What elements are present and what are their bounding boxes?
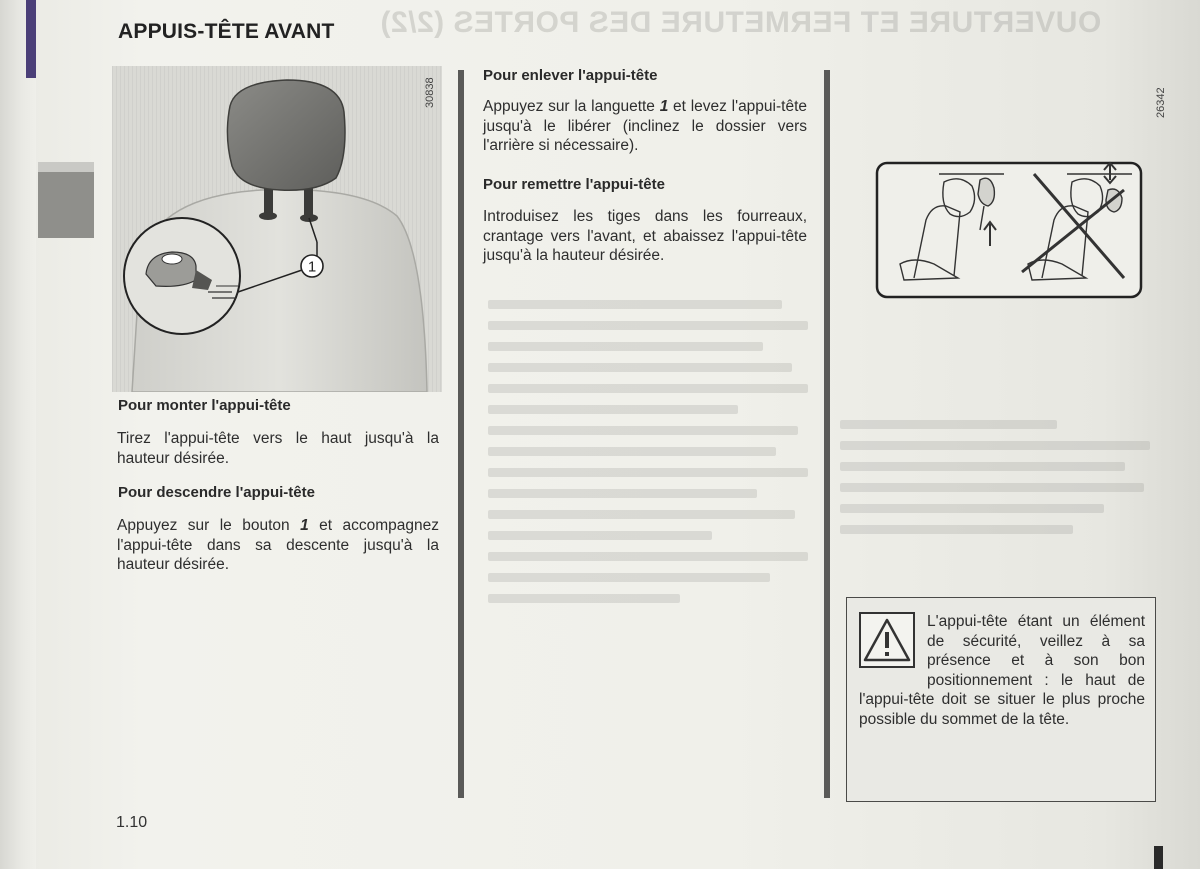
callout-1-label: 1 xyxy=(307,258,317,276)
heading-enlever: Pour enlever l'appui-tête xyxy=(483,67,658,84)
headrest-position-illustration xyxy=(874,160,1144,300)
page-title: APPUIS-TÊTE AVANT xyxy=(118,20,335,43)
text-descendre: Appuyez sur le bouton 1 et accompagnez l'appui-tête dans sa descente jusqu'à la hauteur désirée. xyxy=(117,517,439,573)
text-monter: Tirez l'appui-tête vers le haut jusqu'à la hauteur désirée. xyxy=(117,430,439,467)
ref-1: 1 xyxy=(300,517,309,534)
chapter-marker xyxy=(38,172,94,238)
headrest-shape xyxy=(227,80,345,190)
figure-number-left: 30838 xyxy=(424,77,436,108)
text-enlever: Appuyez sur la languette 1 et levez l'appui-tête jusqu'à le libérer (inclinez le dossier vers l'arrière si nécessaire). xyxy=(483,98,808,154)
page-binding-edge xyxy=(0,0,36,869)
column-separator-2 xyxy=(824,70,830,798)
bleed-through-title: OUVERTURE ET FERMETURE DES PORTES (2/2) xyxy=(380,6,1102,39)
ref-1-enlever: 1 xyxy=(659,98,669,115)
chapter-color-tab xyxy=(26,0,36,78)
warning-text: L'appui-tête étant un élément de sécurité, veillez à sa présence et à son bon positionnement : le haut de l'appui-tête doit se situer le plus proche possible du sommet de la tête. xyxy=(859,613,1145,728)
chapter-marker-light xyxy=(38,162,94,172)
heading-monter: Pour monter l'appui-tête xyxy=(118,397,291,414)
column-separator-1 xyxy=(458,70,464,798)
page-number: 1.10 xyxy=(116,814,148,831)
headrest-illustration xyxy=(112,66,442,392)
edge-marker xyxy=(1154,846,1163,869)
heading-remettre: Pour remettre l'appui-tête xyxy=(483,176,665,193)
figure-number-right: 26342 xyxy=(1155,87,1167,118)
heading-descendre: Pour descendre l'appui-tête xyxy=(118,484,315,501)
text-remettre: Introduisez les tiges dans les fourreaux, crantage vers l'avant, et abaissez l'appui-tête jusqu'à la hauteur désirée. xyxy=(483,208,807,264)
warning-box xyxy=(846,597,1156,802)
